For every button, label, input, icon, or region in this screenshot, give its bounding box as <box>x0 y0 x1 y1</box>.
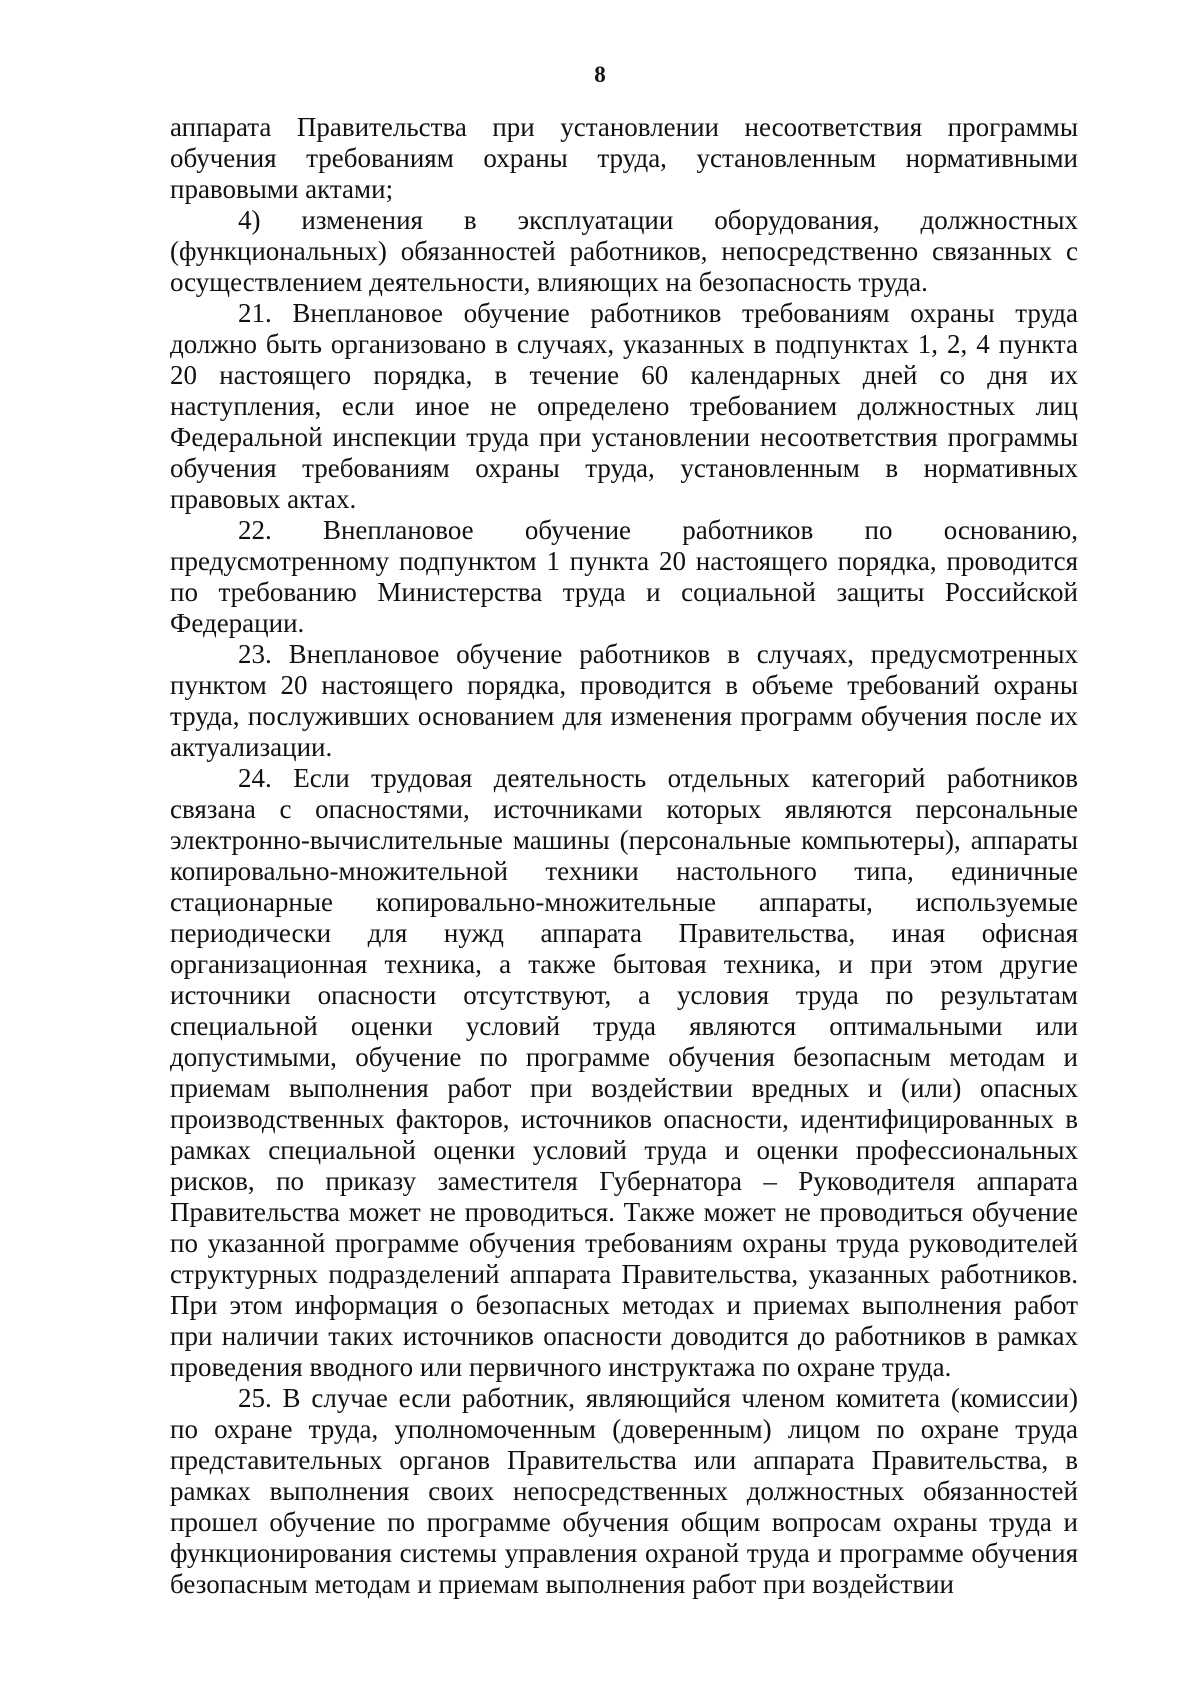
page-number: 8 <box>594 62 606 87</box>
paragraph-item-24: 24. Если трудовая деятельность отдельных категорий работников связана с опасностями, источниками которых являются персональные электронно-вычислительные машины (персональные компьютеры), аппараты копировально-множительной техники настольного типа, единичные стационарные копировально-множительные аппараты, используемые периодически для нужд аппарата Правительства, иная офисная организационная техника, а также бытовая техника, и при этом другие источники опасности отсутствуют, а условия труда по результатам специальной оценки условий труда являются оптимальными или допустимыми, обучение по программе обучения безопасным методам и приемам выполнения работ при воздействии вредных и (или) опасных производственных факторов, источников опасности, идентифицированных в рамках специальной оценки условий труда и оценки профессиональных рисков, по приказу заместителя Губернатора – Руководителя аппарата Правительства может не проводиться. Также может не проводиться обучение по указанной программе обучения требованиям охраны труда руководителей структурных подразделений аппарата Правительства, указанных работников. При этом информация о безопасных методах и приемах выполнения работ при наличии таких источников опасности доводится до работников в рамках проведения вводного или первичного инструктажа по охране труда. <box>170 763 1078 1382</box>
paragraph-item-22: 22. Внеплановое обучение работников по основанию, предусмотренному подпунктом 1 пункта 20 настоящего порядка, проводится по требованию Министерства труда и социальной защиты Российской Федерации. <box>170 515 1078 638</box>
paragraph-continuation: аппарата Правительства при установлении несоответствия программы обучения требованиям охраны труда, установленным нормативными правовыми актами; <box>170 112 1078 204</box>
paragraph-subitem-4: 4) изменения в эксплуатации оборудования, должностных (функциональных) обязанностей работников, непосредственно связанных с осуществлением деятельности, влияющих на безопасность труда. <box>170 205 1078 297</box>
paragraph-item-23: 23. Внеплановое обучение работников в случаях, предусмотренных пунктом 20 настоящего порядка, проводится в объеме требований охраны труда, послуживших основанием для изменения программ обучения после их актуализации. <box>170 639 1078 762</box>
paragraph-item-25: 25. В случае если работник, являющийся членом комитета (комиссии) по охране труда, уполномоченным (доверенным) лицом по охране труда представительных органов Правительства или аппарата Правительства, в рамках выполнения своих непосредственных должностных обязанностей прошел обучение по программе обучения общим вопросам охраны труда и функционирования системы управления охраной труда и программе обучения безопасным методам и приемам выполнения работ при воздействии <box>170 1383 1078 1599</box>
paragraph-item-21: 21. Внеплановое обучение работников требованиям охраны труда должно быть организовано в случаях, указанных в подпунктах 1, 2, 4 пункта 20 настоящего порядка, в течение 60 календарных дней со дня их наступления, если иное не определено требованием должностных лиц Федеральной инспекции труда при установлении несоответствия программы обучения требованиям охраны труда, установленным в нормативных правовых актах. <box>170 298 1078 514</box>
document-body <box>170 112 1078 1600</box>
